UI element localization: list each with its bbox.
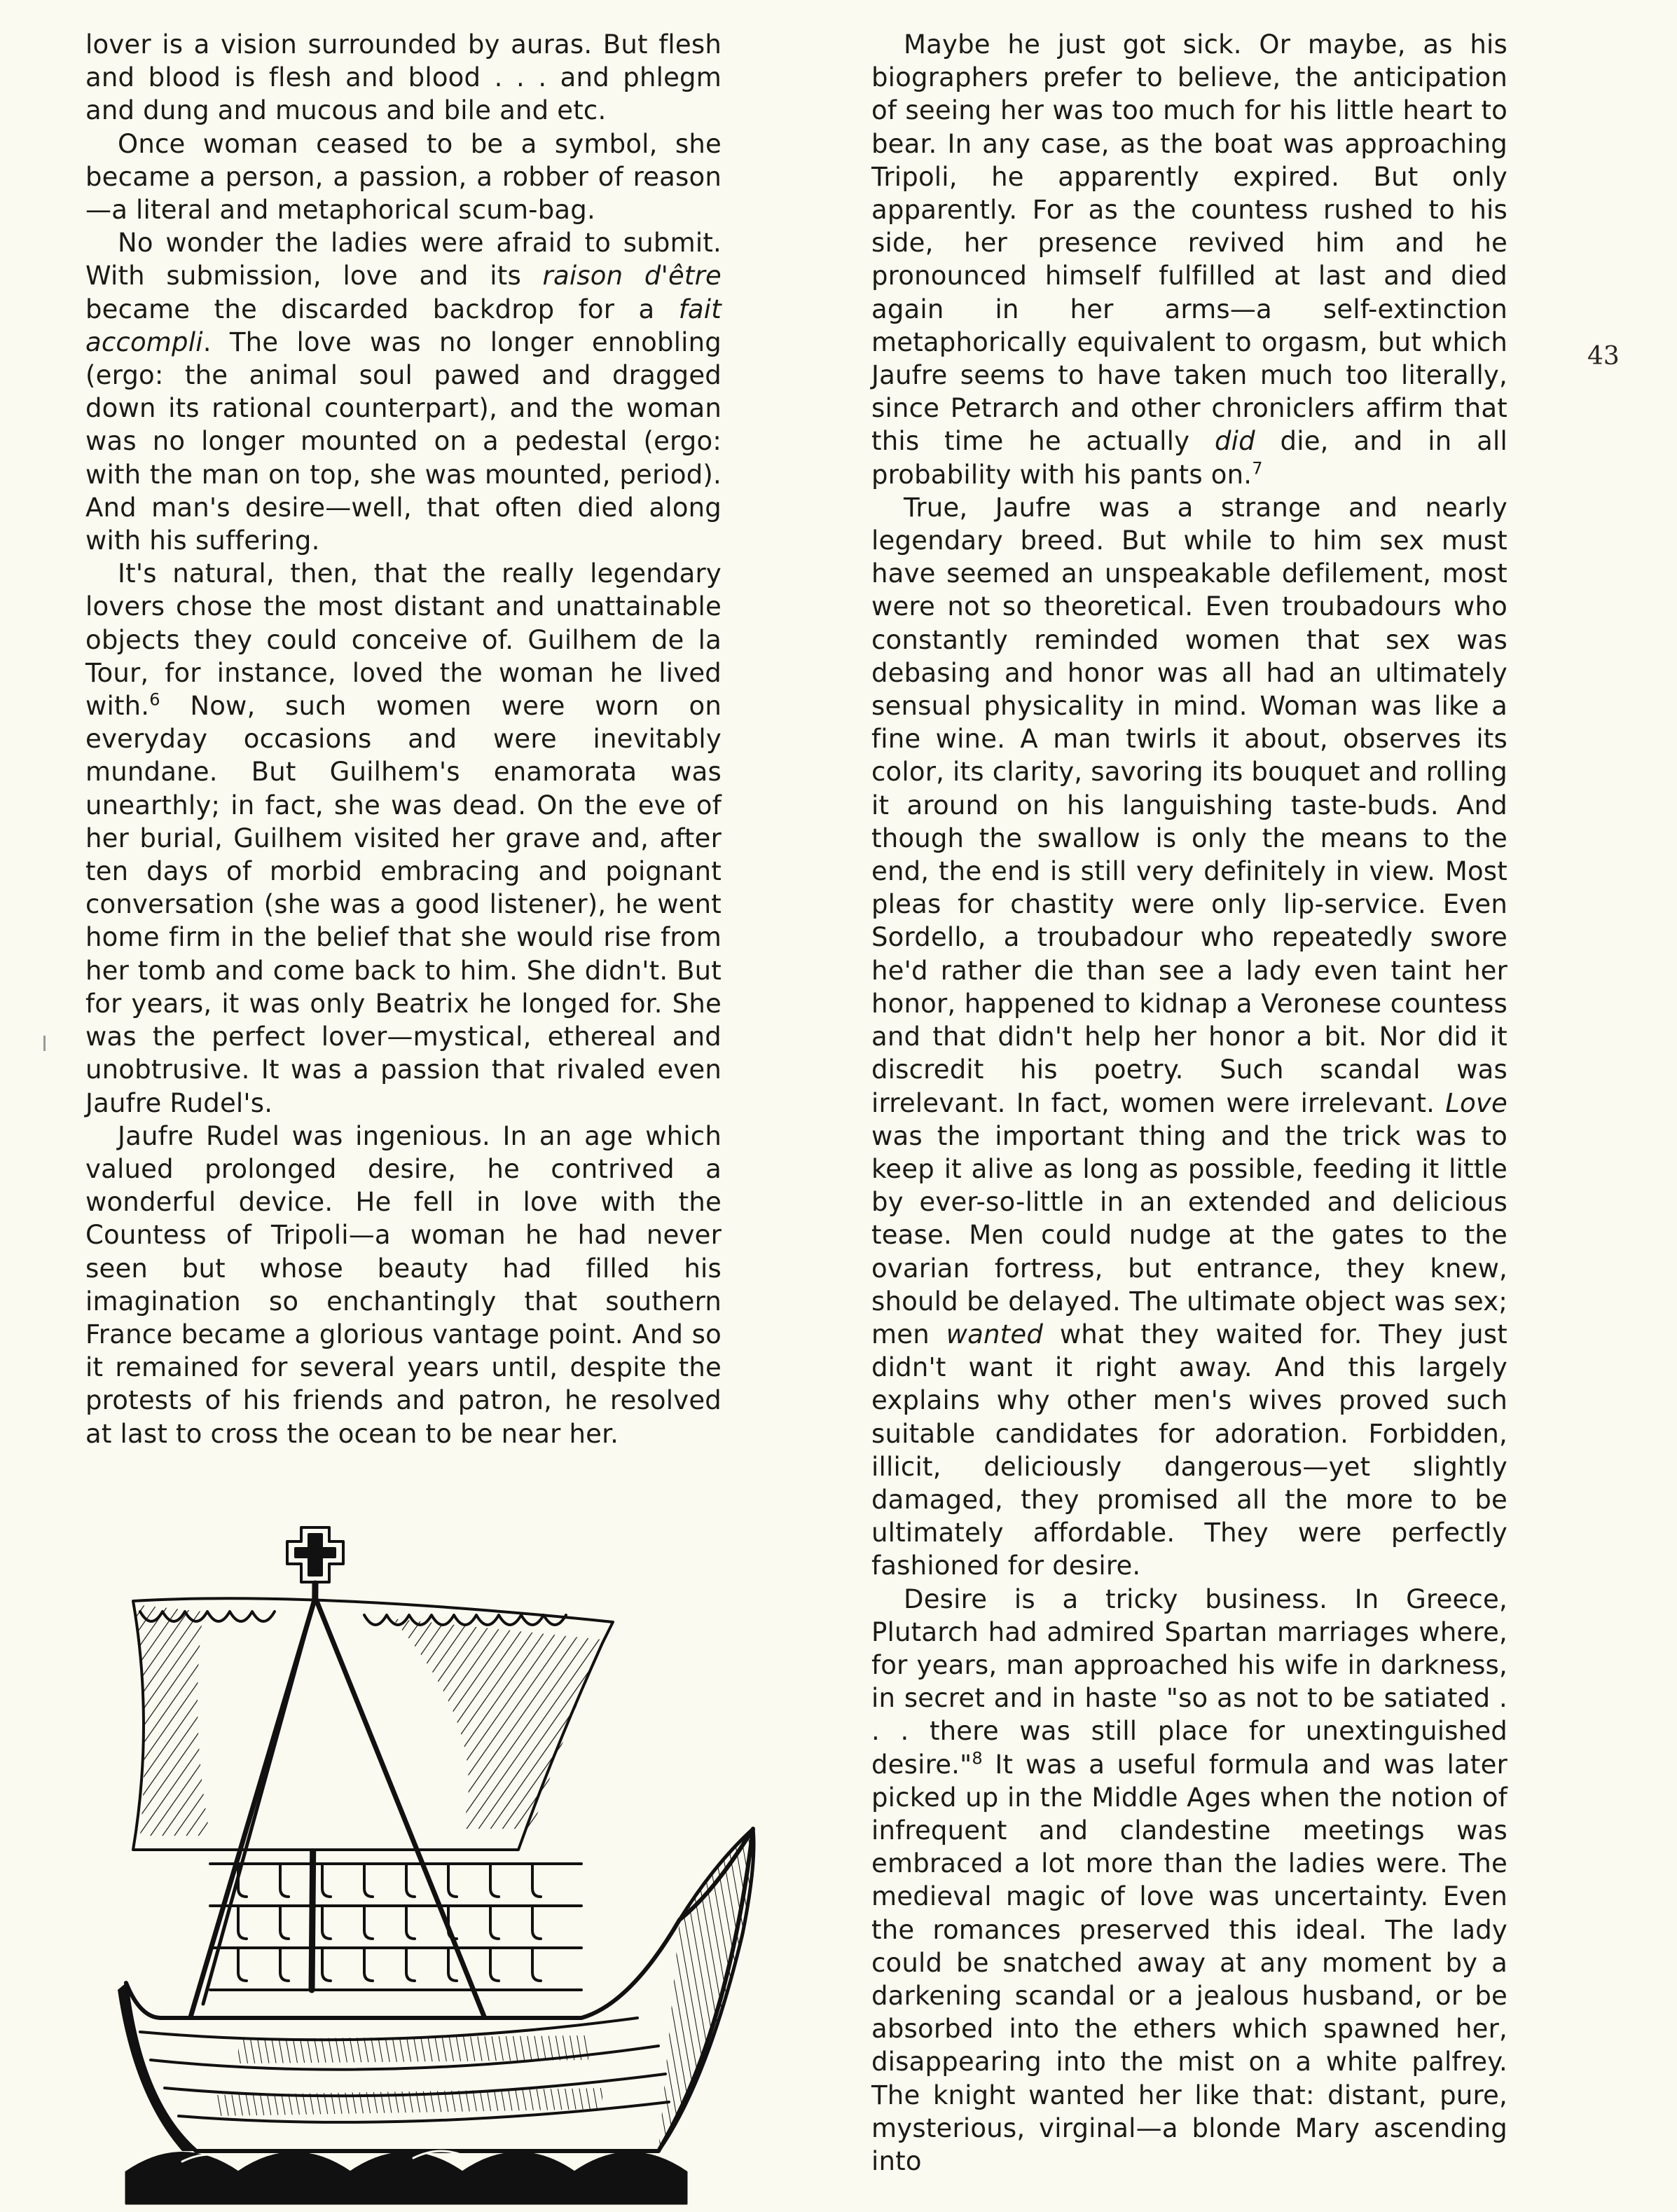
paragraph: True, Jaufre was a strange and nearly legendary breed. But while to him sex must have seemed an unspeakable defilement, most were not so theoretical. Even troubadours who constantly reminded women that sex was debasing and honor was all had an ultimately sensual physicality in mind. Woman was like a fine wine. A man twirls it about, observes its color, its clarity, savoring its bouquet and rolling it around on his languishing taste-buds. And though the swallow is only the means to the end, the end is still very definitely in view. Most pleas for chastity were only lip-service. Even Sordello, a troubadour who repeatedly swore he'd rather die than see a lady even taint her honor, happened to kidnap a Veronese countess and that didn't help her honor a bit. Nor did it discredit his poetry. Such scandal was irrelevant. In fact, women were irrelevant. Love was the important thing and the trick was to keep it alive as long as possible, feeding it little by ever-so-little in an extended and delicious tease. Men could nudge at the gates to the ovarian fortress, but entrance, they knew, should be delayed. The ultimate object was sex; men wanted what they waited for. They just didn't want it right away. And this largely explains why other men's wives proved such suitable candidates for adoration. Forbidden, illicit, deliciously dangerous—yet slightly damaged, they promised all the more to be ultimately affordable. They were perfectly fashioned for desire. xyxy=(871,492,1507,1581)
right-text-column xyxy=(871,28,1507,2178)
paragraph: Once woman ceased to be a symbol, she became a person, a passion, a robber of reason —a literal and metaphorical scum-bag. xyxy=(85,128,722,226)
paragraph: lover is a vision surrounded by auras. But flesh and blood is flesh and blood . . . and phlegm and dung and mucous and bile and etc. xyxy=(85,29,722,126)
paragraph: It's natural, then, that the really legendary lovers chose the most distant and unattainable objects they could conceive of. Guilhem de la Tour, for instance, loved the woman he lived with.$^6$ Now, such women were worn on everyday occasions and were inevitably mundane. But Guilhem's enamorata was unearthly; in fact, she was dead. On the eve of her burial, Guilhem visited her grave and, after ten days of morbid embracing and poignant conversation (she was a good listener), he went home firm in the belief that she would rise from her tomb and come back to him. She didn't. But for years, it was only Beatrix he longed for. She was the perfect lover—mystical, ethereal and unobtrusive. It was a passion that rivaled even Jaufre Rudel's. xyxy=(85,558,722,1118)
paragraph: Desire is a tricky business. In Greece, Plutarch had admired Spartan marriages where, for years, man approached his wife in darkness, in secret and in haste "so as not to be satiated . . . there was still place for unextinguished desire."$^8$ It was a useful formula and was later picked up in the Middle Ages when the notion of infrequent and clandestine meetings was embraced a lot more than the ladies were. The medieval magic of love was uncertainty. Even the romances preserved this ideal. The lady could be snatched away at any moment by a darkening scandal or a jealous husband, or be absorbed into the ethers which spawned her, disappearing into the mist on a white palfrey. The knight wanted her like that: distant, pure, mysterious, virginal—a blonde Mary ascending into xyxy=(871,1584,1507,2176)
paragraph: Jaufre Rudel was ingenious. In an age which valued prolonged desire, he contrived a wonderful device. He fell in love with the Countess of Tripoli—a woman he had never seen but whose beauty had filled his imagination so enchantingly that southern France became a glorious vantage point. And so it remained for several years until, despite the protests of his friends and patron, he resolved at last to cross the ocean to be near her. xyxy=(85,1120,722,1449)
ship-illustration xyxy=(98,1499,771,2207)
margin-mark xyxy=(43,1036,46,1051)
paragraph: Maybe he just got sick. Or maybe, as his biographers prefer to believe, the anticipation of seeing her was too much for his little heart to bear. In any case, as the boat was approaching Tripoli, he apparently expired. But only apparently. For as the countess rushed to his side, her presence revived him and he pronounced himself fulfilled at last and died again in her arms—a self-extinction metaphorically equivalent to orgasm, but which Jaufre seems to have taken much too literally, since Petrarch and other chroniclers affirm that this time he actually did die, and in all probability with his pants on.$^7$ xyxy=(871,29,1507,490)
left-text-column xyxy=(85,28,722,1450)
page-number: 43 xyxy=(1587,342,1620,371)
footnote-marker: 6 xyxy=(149,689,160,710)
paragraph: No wonder the ladies were afraid to submit. With submission, love and its raison d'être became the discarded backdrop for a fait accompli. The love was no longer ennobling (ergo: the animal soul pawed and dragged down its rational counterpart), and the woman was no longer mounted on a pedestal (ergo: with the man on top, she was mounted, period). And man's desire—well, that often died along with his suffering. xyxy=(85,228,722,556)
footnote-marker: 7 xyxy=(1252,458,1263,479)
footnote-marker: 8 xyxy=(972,1748,983,1768)
